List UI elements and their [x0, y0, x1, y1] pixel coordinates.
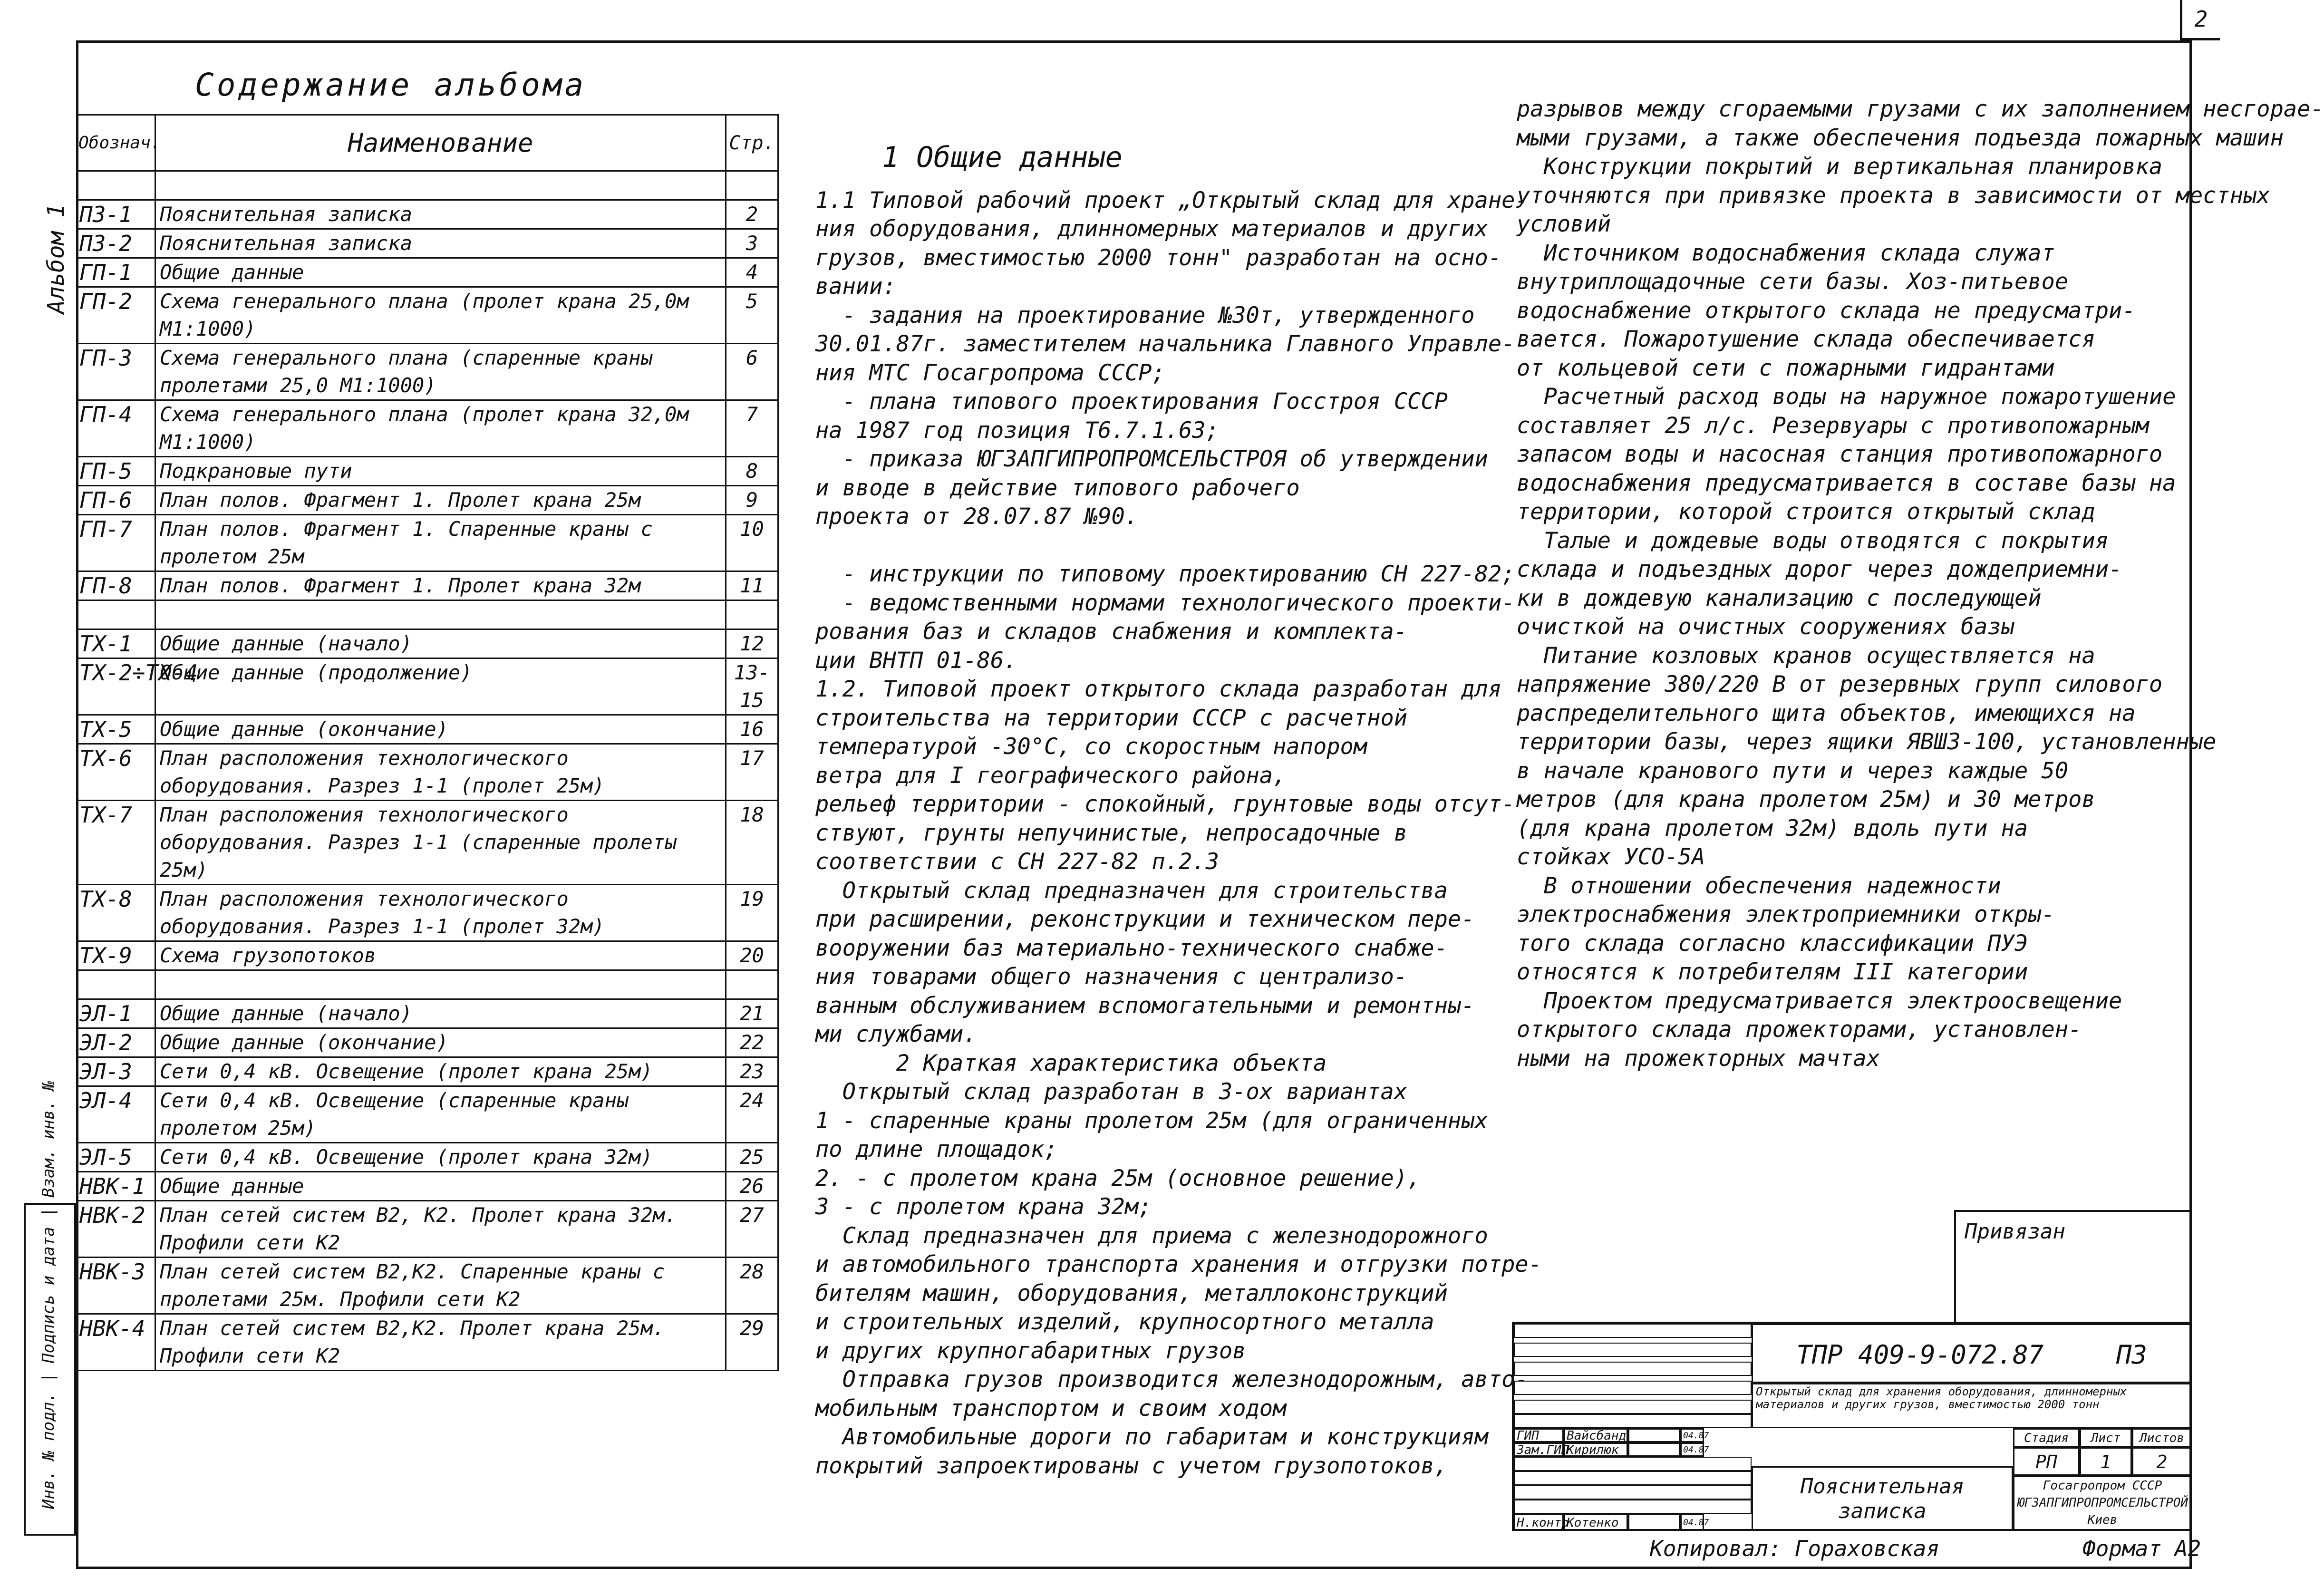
toc-page: 24 — [726, 1086, 778, 1143]
text-line: строительства на территории СССР с расчетной — [815, 705, 1408, 731]
toc-code: ТХ-7 — [77, 801, 155, 885]
toc-name: Подкрановые пути — [155, 457, 726, 486]
toc-row — [77, 1314, 778, 1371]
text-line: 3 - с пролетом крана 32м; — [815, 1194, 1152, 1220]
doc-code-cell — [1752, 1324, 2192, 1383]
title-block-sign — [1628, 1514, 1680, 1531]
toc-name: План расположения технологического оборудования. Разрез 1-1 (спаренные пролеты 25м) — [155, 801, 726, 885]
text-line: по длине площадок; — [815, 1136, 1058, 1162]
toc-name: Общие данные (окончание) — [155, 715, 726, 744]
text-line: напряжение 380/220 В от резервных групп силового — [1517, 671, 2163, 697]
toc-page: 8 — [726, 457, 778, 486]
text-line: очисткой на очистных сооружениях базы — [1517, 614, 2014, 640]
text-line: мобильным транспортом и своим ходом — [815, 1395, 1287, 1422]
toc-row — [77, 171, 778, 200]
toc-code: НВК-3 — [77, 1258, 155, 1314]
toc-page: 13-15 — [726, 658, 778, 715]
toc-page: 5 — [726, 287, 778, 344]
toc-code: ГП-2 — [77, 287, 155, 344]
text-line: условий — [1517, 211, 1611, 237]
text-line: водоснабжения предусматривается в составе базы на — [1517, 470, 2176, 496]
toc-name: Сети 0,4 кВ. Освещение (пролет крана 32м) — [155, 1143, 726, 1172]
text-line: того склада согласно классификации ПУЭ — [1517, 930, 2028, 957]
text-line: грузов, вместимостью 2000 тонн" разработан на осно- — [815, 244, 1502, 271]
text-line: - задания на проектирование №30т, утвержденного — [815, 302, 1475, 329]
text-line: склада и подъездных дорог через дождеприемни- — [1517, 556, 2122, 582]
text-line: и других крупногабаритных грузов — [815, 1337, 1246, 1364]
toc-table — [76, 114, 779, 1371]
toc-title: Содержание альбома — [195, 67, 587, 103]
text-line: Открытый склад предназначен для строительства — [815, 877, 1448, 904]
toc-code: ТХ-5 — [77, 715, 155, 744]
section-1-title: 1 Общие данные — [882, 141, 1123, 174]
text-line: (для крана пролетом 32м) вдоль пути на — [1517, 815, 2028, 842]
sheet-header: Лист — [2080, 1428, 2132, 1447]
stage-header: Стадия — [2013, 1428, 2080, 1447]
text-line: ми службами. — [815, 1021, 977, 1047]
toc-code — [77, 171, 155, 200]
toc-row — [77, 1201, 778, 1258]
text-line: ки в дождевую канализацию с последующей — [1517, 585, 2042, 611]
toc-body — [77, 171, 778, 1371]
text-line: Источником водоснабжения склада служат — [1517, 240, 2055, 266]
toc-page: 11 — [726, 571, 778, 600]
toc-code: ТХ-6 — [77, 744, 155, 801]
text-line: водоснабжение открытого склада не предусматри- — [1517, 297, 2136, 324]
text-line: распределительного щита объектов, имеющихся на — [1517, 700, 2136, 726]
toc-row — [77, 486, 778, 515]
text-line: 1.1 Типовой рабочий проект „Открытый склад для хране- — [815, 187, 1529, 213]
title-block-sign — [1628, 1428, 1680, 1442]
toc-code: ТХ-8 — [77, 885, 155, 941]
toc-code: ГП-8 — [77, 571, 155, 600]
toc-page: 28 — [726, 1258, 778, 1314]
toc-code: ПЗ-2 — [77, 229, 155, 258]
toc-name: Общие данные (начало) — [155, 629, 726, 658]
text-line: стойках УСО-5А — [1517, 844, 1705, 870]
text-line: Склад предназначен для приема с железнодорожного — [815, 1222, 1488, 1249]
text-line: в начале кранового пути и через каждые 50 — [1517, 757, 2069, 784]
text-line: В отношении обеспечения надежности — [1517, 872, 2001, 899]
copied-by: Копировал: Гораховская — [1650, 1536, 1940, 1561]
toc-code: ГП-1 — [77, 258, 155, 287]
text-line: - плана типового проектирования Госстроя СССР — [815, 388, 1448, 415]
toc-name: План сетей систем В2, К2. Пролет крана 32м. Профили сети К2 — [155, 1201, 726, 1258]
toc-row — [77, 744, 778, 801]
toc-row — [77, 1028, 778, 1057]
toc-name: Схема генерального плана (спаренные краны пролетами 25,0 М1:1000) — [155, 344, 726, 400]
text-column-right — [1517, 95, 2324, 1073]
text-line: метров (для крана пролетом 25м) и 30 метров — [1517, 786, 2095, 813]
text-line: ванным обслуживанием вспомогательными и ремонтны- — [815, 992, 1475, 1019]
page-number: 2 — [2180, 0, 2220, 40]
toc-code: ГП-7 — [77, 515, 155, 571]
title-block-grid-line — [1514, 1343, 1752, 1357]
text-column-middle — [815, 86, 1542, 1510]
toc-row — [77, 999, 778, 1028]
toc-code: ТХ-9 — [77, 941, 155, 970]
toc-name: Пояснительная записка — [155, 229, 726, 258]
title-block-name: Кирилюк — [1564, 1442, 1628, 1457]
toc-code: ГП-6 — [77, 486, 155, 515]
toc-page: 17 — [726, 744, 778, 801]
toc-code: НВК-1 — [77, 1172, 155, 1201]
text-line: температурой -30°С, со скоростным напором — [815, 734, 1367, 760]
text-line: уточняются при привязке проекта в зависимости от местных — [1517, 182, 2270, 209]
toc-code: ГП-5 — [77, 457, 155, 486]
toc-page: 2 — [726, 200, 778, 229]
text-line: территории базы, через ящики ЯВШЗ-100, установленные — [1517, 729, 2217, 755]
text-line: 2 Краткая характеристика объекта — [815, 1050, 1327, 1076]
toc-page: 22 — [726, 1028, 778, 1057]
text-line: вается. Пожаротушение склада обеспечивается — [1517, 326, 2095, 352]
toc-page — [726, 600, 778, 629]
toc-page: 16 — [726, 715, 778, 744]
text-line: вооружении баз материально-технического снабже- — [815, 935, 1448, 961]
toc-code: НВК-4 — [77, 1314, 155, 1371]
text-line: покрытий запроектированы с учетом грузопотоков, — [815, 1452, 1448, 1479]
toc-row — [77, 344, 778, 400]
title-block-grid-line — [1514, 1381, 1752, 1395]
text-line: Открытый склад разработан в 3-ох вариантах — [815, 1079, 1408, 1105]
toc-row — [77, 457, 778, 486]
toc-row — [77, 715, 778, 744]
sheets-header: Листов — [2132, 1428, 2192, 1447]
text-line: ветра для I географического района, — [815, 762, 1287, 789]
stage-value: РП — [2013, 1447, 2080, 1476]
toc-name: План сетей систем В2,К2. Пролет крана 25м. Профили сети К2 — [155, 1314, 726, 1371]
text-line: Проектом предусматривается электроосвещение — [1517, 987, 2122, 1014]
toc-page — [726, 970, 778, 999]
toc-name: Схема генерального плана (пролет крана 32,0м М1:1000) — [155, 400, 726, 457]
toc-row — [77, 941, 778, 970]
toc-row — [77, 571, 778, 600]
title-block-sign — [1628, 1442, 1680, 1457]
text-line: ния товарами общего назначения с централизо- — [815, 964, 1408, 990]
text-line: ния МТС Госагропрома СССР; — [815, 359, 1165, 386]
toc-row — [77, 515, 778, 571]
text-line: соответствии с СН 227-82 п.2.3 — [815, 849, 1219, 875]
toc-header-name: Наименование — [155, 115, 726, 171]
toc-row — [77, 600, 778, 629]
toc-code: НВК-2 — [77, 1201, 155, 1258]
toc-code: ГП-3 — [77, 344, 155, 400]
title-block-grid-line — [1514, 1485, 1752, 1500]
text-line: Талые и дождевые воды отводятся с покрытия — [1517, 527, 2109, 554]
text-line: 1.2. Типовой проект открытого склада разработан для — [815, 676, 1502, 702]
title-block-grid-line — [1514, 1400, 1752, 1414]
toc-row — [77, 1172, 778, 1201]
toc-name: Общие данные — [155, 258, 726, 287]
text-line: относятся к потребителям III категории — [1517, 959, 2028, 985]
toc-code: ЭЛ-3 — [77, 1057, 155, 1086]
toc-page — [726, 171, 778, 200]
toc-page: 9 — [726, 486, 778, 515]
sheet-format: Формат А2 — [2082, 1536, 2201, 1561]
title-block-role: ГИП — [1514, 1428, 1564, 1442]
text-line: на 1987 год позиция Т6.7.1.63; — [815, 417, 1219, 444]
toc-code: ЭЛ-1 — [77, 999, 155, 1028]
text-line: запасом воды и насосная станция противопожарного — [1517, 441, 2163, 467]
bound-label: Привязан — [1965, 1219, 2065, 1244]
text-line: разрывов между сгораемыми грузами с их заполнением несгорае- — [1517, 96, 2324, 122]
toc-name: План полов. Фрагмент 1. Пролет крана 25м — [155, 486, 726, 515]
toc-page: 26 — [726, 1172, 778, 1201]
toc-name: Общие данные (окончание) — [155, 1028, 726, 1057]
text-line: Автомобильные дороги по габаритам и конструкциям — [815, 1424, 1488, 1450]
toc-page: 10 — [726, 515, 778, 571]
toc-page: 3 — [726, 229, 778, 258]
title-block-date: 04.87 — [1680, 1428, 1704, 1442]
text-line: и автомобильного транспорта хранения и отгрузки потре- — [815, 1251, 1542, 1277]
toc-row — [77, 801, 778, 885]
text-line: мыми грузами, а также обеспечения подъезда пожарных машин — [1517, 125, 2284, 151]
text-line: ции ВНТП 01-86. — [815, 647, 1017, 674]
text-line: ния оборудования, длинномерных материалов и других — [815, 216, 1488, 242]
toc-row — [77, 287, 778, 344]
text-line: вании: — [815, 273, 896, 300]
text-line: рования баз и складов снабжения и комплекта- — [815, 619, 1408, 645]
text-line: при расширении, реконструкции и техническом пере- — [815, 906, 1475, 932]
toc-row — [77, 1086, 778, 1143]
text-line: рельеф территории - спокойный, грунтовые воды отсут- — [815, 791, 1515, 817]
toc-page: 12 — [726, 629, 778, 658]
toc-page: 7 — [726, 400, 778, 457]
toc-name — [155, 600, 726, 629]
toc-page: 20 — [726, 941, 778, 970]
project-title: Открытый склад для хранения оборудования, длинномерных материалов и других грузов, вместимостью 2000 тонн — [1752, 1383, 2192, 1428]
toc-row — [77, 658, 778, 715]
toc-page: 19 — [726, 885, 778, 941]
side-stamp-text: Инв. № подл. | Подпись и дата | Взам. инв. № — [39, 1081, 58, 1509]
sheets-value: 2 — [2132, 1447, 2192, 1476]
toc-row — [77, 970, 778, 999]
toc-code: ЭЛ-2 — [77, 1028, 155, 1057]
text-line: и строительных изделий, крупносортного металла — [815, 1309, 1434, 1335]
toc-code: ПЗ-1 — [77, 200, 155, 229]
toc-name: Общие данные (продолжение) — [155, 658, 726, 715]
text-column-right-body — [1517, 95, 2324, 1073]
toc-name: План расположения технологического оборудования. Разрез 1-1 (пролет 32м) — [155, 885, 726, 941]
toc-name — [155, 970, 726, 999]
text-line: Расчетный расход воды на наружное пожаротушение — [1517, 384, 2176, 410]
toc-header-code: Обознач. — [77, 115, 155, 171]
text-line: от кольцевой сети с пожарными гидрантами — [1517, 355, 2055, 381]
toc-row — [77, 1143, 778, 1172]
text-line: территории, которой строится открытый склад — [1517, 499, 2095, 525]
toc-page: 25 — [726, 1143, 778, 1172]
toc-page: 4 — [726, 258, 778, 287]
toc-name: План полов. Фрагмент 1. Спаренные краны с пролетом 25м — [155, 515, 726, 571]
text-line: 30.01.87г. заместителем начальника Главного Управле- — [815, 331, 1515, 357]
toc-row — [77, 229, 778, 258]
toc-name: План сетей систем В2,К2. Спаренные краны с пролетами 25м. Профили сети К2 — [155, 1258, 726, 1314]
bound-stamp — [1954, 1210, 2192, 1324]
text-line: Отправка грузов производится железнодорожным, авто- — [815, 1366, 1529, 1393]
text-line: Питание козловых кранов осуществляется на — [1517, 642, 2095, 669]
text-column-middle-body — [815, 186, 1542, 1481]
toc-row — [77, 200, 778, 229]
text-line: ными на прожекторных мачтах — [1517, 1045, 1880, 1072]
toc-name: Сети 0,4 кВ. Освещение (спаренные краны пролетом 25м) — [155, 1086, 726, 1143]
title-block-grid-line — [1514, 1471, 1752, 1485]
toc-name: Схема грузопотоков — [155, 941, 726, 970]
title-block-role: Зам.ГИП — [1514, 1442, 1564, 1457]
title-block-date: 04.87 — [1680, 1514, 1704, 1531]
text-line: 2. - с пролетом крана 25м (основное решение), — [815, 1165, 1421, 1191]
toc-row — [77, 400, 778, 457]
title-block — [1512, 1322, 2192, 1531]
doc-title: Пояснительная записка — [1752, 1466, 2013, 1531]
toc-name: Пояснительная записка — [155, 200, 726, 229]
toc-page: 18 — [726, 801, 778, 885]
toc-row — [77, 885, 778, 941]
title-block-grid-line — [1514, 1457, 1752, 1471]
text-line: - приказа ЮГЗАПГИПРОПРОМСЕЛЬСТРОЯ об утверждении — [815, 446, 1488, 472]
toc-name — [155, 171, 726, 200]
side-stamp — [24, 1081, 76, 1536]
toc-name: План расположения технологического оборудования. Разрез 1-1 (пролет 25м) — [155, 744, 726, 801]
text-line — [815, 532, 1500, 561]
title-block-grid-line — [1514, 1414, 1752, 1428]
toc-page: 27 — [726, 1201, 778, 1258]
toc-code: ГП-4 — [77, 400, 155, 457]
text-line: - инструкции по типовому проектированию СН 227-82; — [815, 561, 1515, 587]
toc-row — [77, 629, 778, 658]
toc-name: Общие данные (начало) — [155, 999, 726, 1028]
title-block-date: 04.87 — [1680, 1442, 1704, 1457]
album-label: Альбом 1 — [43, 203, 69, 314]
text-line: - ведомственными нормами технологического проекти- — [815, 590, 1515, 616]
toc-page: 6 — [726, 344, 778, 400]
toc-name: Схема генерального плана (пролет крана 25,0м М1:1000) — [155, 287, 726, 344]
title-block-grid-line — [1514, 1362, 1752, 1376]
text-line: и вводе в действие типового рабочего — [815, 474, 1300, 501]
text-line: 1 - спаренные краны пролетом 25м (для ограниченных — [815, 1107, 1488, 1134]
text-line: внутриплощадочные сети базы. Хоз-питьевое — [1517, 269, 2069, 295]
toc-header-page: Стр. — [726, 115, 778, 171]
title-block-name: Вайсбанд — [1564, 1428, 1628, 1442]
sheet-value: 1 — [2080, 1447, 2132, 1476]
text-line: проекта от 28.07.87 №90. — [815, 503, 1139, 530]
toc-name: Общие данные — [155, 1172, 726, 1201]
text-line: бителям машин, оборудования, металлоконструкций — [815, 1280, 1448, 1306]
toc-code: ЭЛ-5 — [77, 1143, 155, 1172]
title-block-grid-line — [1514, 1500, 1752, 1514]
title-block-name: Котенко — [1564, 1514, 1628, 1531]
toc-code: ЭЛ-4 — [77, 1086, 155, 1143]
toc-code — [77, 970, 155, 999]
title-block-grid-line — [1514, 1324, 1752, 1338]
toc-row — [77, 1258, 778, 1314]
toc-code: ТХ-2÷ТХ-4 — [77, 658, 155, 715]
toc-page: 23 — [726, 1057, 778, 1086]
sheet-mark: ПЗ — [2116, 1340, 2147, 1370]
text-line: Конструкции покрытий и вертикальная планировка — [1517, 154, 2163, 180]
toc-row — [77, 1057, 778, 1086]
toc-page: 21 — [726, 999, 778, 1028]
doc-code: ТПР 409-9-072.87 — [1796, 1340, 2044, 1370]
toc-name: Сети 0,4 кВ. Освещение (пролет крана 25м) — [155, 1057, 726, 1086]
toc-code: ТХ-1 — [77, 629, 155, 658]
text-line: составляет 25 л/с. Резервуары с противопожарным — [1517, 412, 2149, 439]
toc-name: План полов. Фрагмент 1. Пролет крана 32м — [155, 571, 726, 600]
text-line: открытого склада прожекторами, установлен- — [1517, 1016, 2082, 1043]
text-line: электроснабжения электроприемники откры- — [1517, 901, 2055, 928]
org-name: Госагропром СССР ЮГЗАПГИПРОПРОМСЕЛЬСТРОЙ Киев — [2013, 1476, 2192, 1531]
title-block-role: Н.контр. — [1514, 1514, 1564, 1531]
toc-code — [77, 600, 155, 629]
toc-row — [77, 258, 778, 287]
text-line: ствуют, грунты непучинистые, непросадочные в — [815, 820, 1408, 846]
toc-page: 29 — [726, 1314, 778, 1371]
